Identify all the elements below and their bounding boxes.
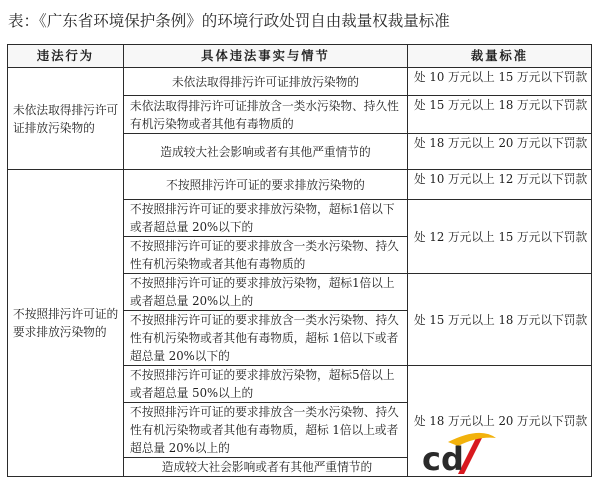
table-title: 表：《广东省环境保护条例》的环境行政处罚自由裁量权裁量标准 [8, 12, 450, 30]
discretion-standard-table [7, 44, 592, 477]
fact-cell: 不按照排污许可证的要求排放污染物，超标1倍以上或者超总量 20%以上的 [130, 276, 395, 308]
logo-text: cd [422, 440, 464, 478]
fact-cell-pair [124, 274, 408, 366]
fact-cell: 不按照排污许可证的要求排放含一类水污染物、持久性有机污染物或者其他有毒物质的 [124, 237, 408, 274]
penalty-cell: 处 18 万元以上 20 万元以下罚款 [408, 366, 592, 477]
header-violation: 违法行为 [8, 45, 124, 68]
fact-cell: 不按照排污许可证的要求排放含一类水污染物、持久性有机污染物或者其他有毒物质，超标 1倍以下或者超总量 20%以下的 [124, 310, 407, 365]
violation-cell: 未依法取得排污许可证排放污染物的 [8, 68, 124, 170]
header-facts: 具体违法事实与情节 [124, 45, 408, 68]
table-row [8, 68, 592, 96]
watermark-logo [418, 430, 500, 478]
penalty-cell: 处 10 万元以上 15 万元以下罚款 [408, 68, 592, 96]
fact-cell: 未依法取得排污许可证排放污染物的 [124, 68, 408, 96]
fact-cell: 造成较大社会影响或者有其他严重情节的 [124, 134, 408, 170]
fact-cell-group [124, 366, 408, 477]
fact-cell: 不按照排污许可证的要求排放污染物，超标1倍以下或者超总量 20%以下的 [124, 200, 408, 237]
penalty-cell: 处 10 万元以上 12 万元以下罚款 [408, 170, 592, 200]
penalty-cell: 处 15 万元以上 18 万元以下罚款 [408, 96, 592, 134]
penalty-cell: 处 18 万元以上 20 万元以下罚款 [408, 134, 592, 170]
fact-cell: 未依法取得排污许可证排放含一类水污染物、持久性有机污染物或者其他有毒物质的 [124, 96, 408, 134]
table-row [8, 170, 592, 200]
fact-cell: 不按照排污许可证的要求排放污染物，超标5倍以上或者超总量 50%以上的 [130, 368, 395, 400]
fact-cell: 不按照排污许可证的要求排放污染物的 [124, 170, 408, 200]
violation-cell: 不按照排污许可证的要求排放污染物的 [8, 170, 124, 477]
header-standard: 裁量标准 [408, 45, 592, 68]
penalty-cell: 处 12 万元以上 15 万元以下罚款 [408, 200, 592, 274]
fact-cell: 造成较大社会影响或者有其他严重情节的 [124, 457, 407, 476]
header-row [8, 45, 592, 68]
fact-cell: 不按照排污许可证的要求排放含一类水污染物、持久性有机污染物或者其他有毒物质，超标 1倍以上或者超总量 20%以上的 [124, 402, 407, 457]
penalty-cell: 处 15 万元以上 18 万元以下罚款 [408, 274, 592, 366]
